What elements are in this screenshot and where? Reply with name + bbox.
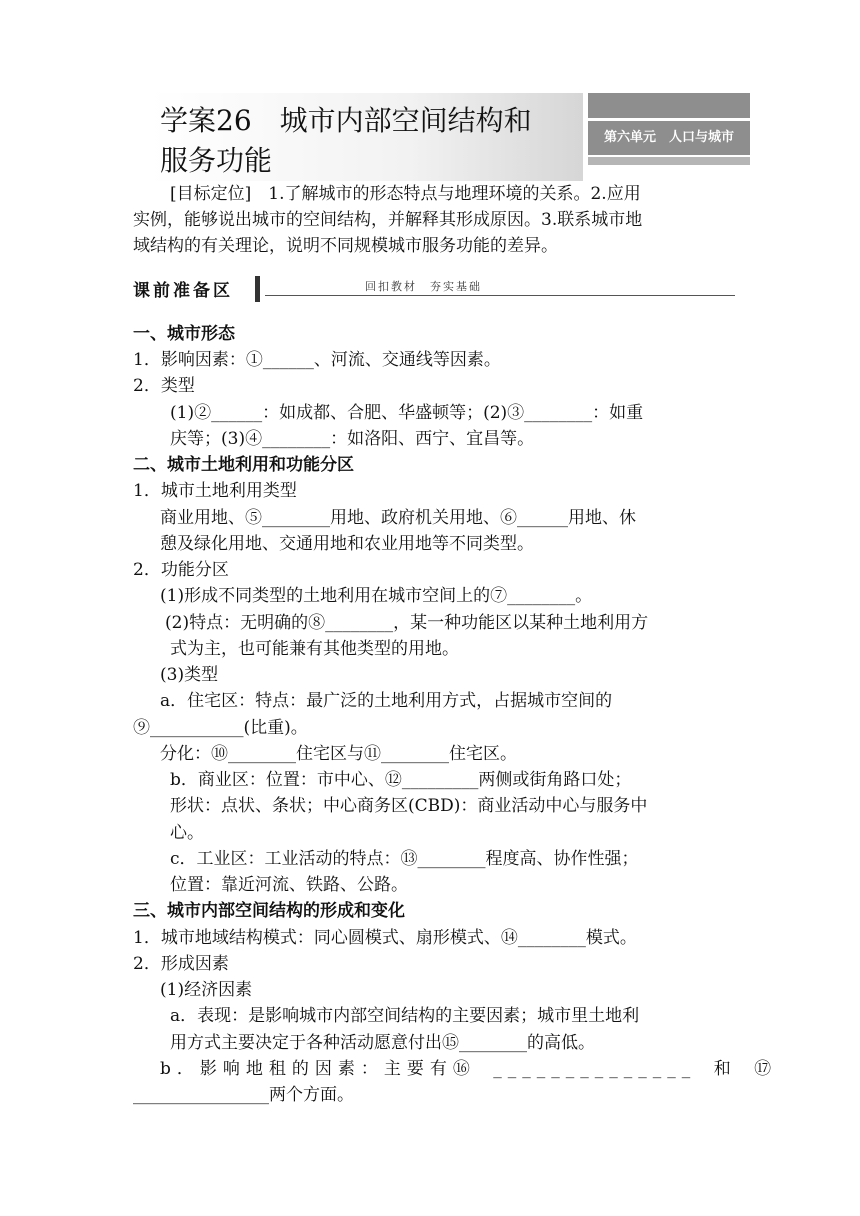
text-line: 位置：靠近河流、铁路、公路。: [170, 875, 408, 895]
text-line: a．表现：是影响城市内部空间结构的主要因素；城市里土地利: [170, 1006, 640, 1026]
text-line: 商业用地、⑤________用地、政府机关用地、⑥______用地、休: [160, 508, 636, 528]
page-title: [160, 101, 532, 181]
text-line: 2．类型: [133, 376, 195, 396]
text-line: (1)经济因素: [160, 980, 253, 1000]
text-line: ⑨___________(比重)。: [133, 718, 308, 738]
text-line: 2．形成因素: [133, 954, 229, 974]
section-banner-rule: [265, 295, 735, 296]
text-line: 1．城市土地利用类型: [133, 481, 297, 501]
section-heading-3: 三、城市内部空间结构的形成和变化: [133, 901, 405, 921]
section-banner-label: 课前准备区: [133, 281, 233, 301]
unit-label: 第六单元 人口与城市: [588, 121, 750, 155]
text-line: 用方式主要决定于各种活动愿意付出⑮________的高低。: [170, 1033, 595, 1053]
goal-line-2: 实例，能够说出城市的空间结构，并解释其形成原因。3.联系城市地: [133, 210, 643, 230]
text-line: b．商业区：位置：市中心、⑫_________两侧或街角路口处；: [170, 770, 632, 790]
text-line: a．住宅区：特点：最广泛的土地利用方式，占据城市空间的: [160, 691, 613, 711]
text-line: 分化：⑩________住宅区与⑪________住宅区。: [160, 744, 517, 764]
text-line: 憩及绿化用地、交通用地和农业用地等不同类型。: [160, 534, 534, 554]
text-line: (1)形成不同类型的土地利用在城市空间上的⑦________。: [160, 586, 593, 606]
text-line: 式为主，也可能兼有其他类型的用地。: [170, 639, 459, 659]
goal-line-1: [目标定位] 1.了解城市的形态特点与地理环境的关系。2.应用: [170, 184, 641, 204]
text-line: c．工业区：工业活动的特点：⑬________程度高、协作性强；: [170, 849, 639, 869]
text-line: 形状：点状、条状；中心商务区(CBD)：商业活动中心与服务中: [170, 796, 648, 816]
text-line: (1)②______：如成都、合肥、华盛顿等；(2)③________：如重: [170, 403, 644, 423]
text-line: (3)类型: [160, 665, 219, 685]
text-line: ________________两个方面。: [133, 1085, 354, 1105]
section-banner-subtitle: 回扣教材 夯实基础: [365, 280, 482, 293]
text-line: (2)特点：无明确的⑧________，某一种功能区以某种土地利用方: [165, 613, 649, 633]
goal-line-3: 域结构的有关理论，说明不同规模城市服务功能的差异。: [133, 236, 558, 256]
text-line: 2．功能分区: [133, 560, 229, 580]
unit-box-top: [588, 93, 750, 118]
text-line: b．影响地租的因素：主要有⑯ ______________ 和 ⑰: [160, 1059, 778, 1079]
text-line: 1．城市地域结构模式：同心圆模式、扇形模式、⑭________模式。: [133, 928, 637, 948]
section-banner-bar: [255, 276, 260, 302]
page-title-line1: 学案26 城市内部空间结构和: [160, 104, 532, 137]
text-line: 心。: [170, 823, 204, 843]
text-line: 庆等；(3)④________：如洛阳、西宁、宜昌等。: [170, 429, 535, 449]
page-title-line2: 服务功能: [160, 144, 273, 177]
section-heading-2: 二、城市土地利用和功能分区: [133, 455, 354, 475]
section-heading-1: 一、城市形态: [133, 324, 235, 344]
text-line: 1．影响因素：①______、河流、交通线等因素。: [133, 350, 501, 370]
unit-box-bottom: [588, 157, 750, 165]
